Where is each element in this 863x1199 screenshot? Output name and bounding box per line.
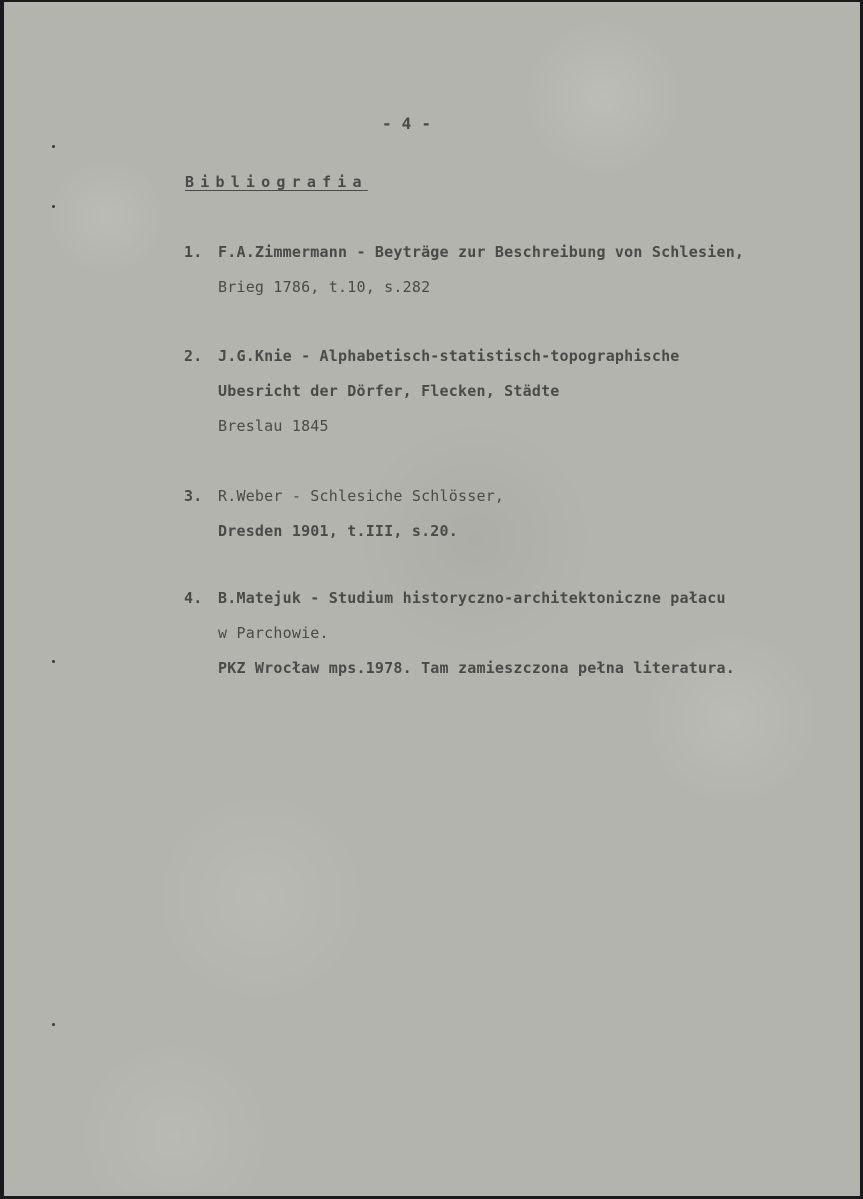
entry-line: Brieg 1786, t.10, s.282: [218, 278, 431, 296]
document-page: [4, 2, 860, 1196]
bibliography-entry-2: [184, 339, 680, 444]
entry-line: B.Matejuk - Studium historyczno-architektoniczne pałacu: [218, 589, 726, 607]
bibliography-entry-3: [184, 479, 504, 549]
bibliography-entry-1: [184, 235, 744, 305]
punch-mark: [52, 1023, 55, 1026]
bibliography-heading: Bibliografia: [185, 173, 368, 191]
punch-mark: [52, 660, 55, 663]
entry-line: PKZ Wrocław mps.1978. Tam zamieszczona pełna literatura.: [218, 659, 735, 677]
entry-line: Ubesricht der Dörfer, Flecken, Städte: [218, 382, 560, 400]
entry-number: 2.: [184, 347, 203, 365]
entry-line: Dresden 1901, t.III, s.20.: [218, 522, 458, 540]
entry-line: J.G.Knie - Alphabetisch-statistisch-topographische: [218, 347, 680, 365]
entry-line: R.Weber - Schlesiche Schlösser,: [218, 487, 505, 505]
punch-mark: [52, 205, 55, 208]
entry-line: w Parchowie.: [218, 624, 329, 642]
entry-number: 1.: [184, 243, 203, 261]
bibliography-entry-4: [184, 581, 735, 686]
entry-number: 4.: [184, 589, 203, 607]
entry-line: Breslau 1845: [218, 417, 329, 435]
punch-mark: [52, 145, 55, 148]
entry-line: F.A.Zimmermann - Beyträge zur Beschreibung von Schlesien,: [218, 243, 745, 261]
page-number: - 4 -: [382, 114, 432, 133]
entry-number: 3.: [184, 487, 203, 505]
